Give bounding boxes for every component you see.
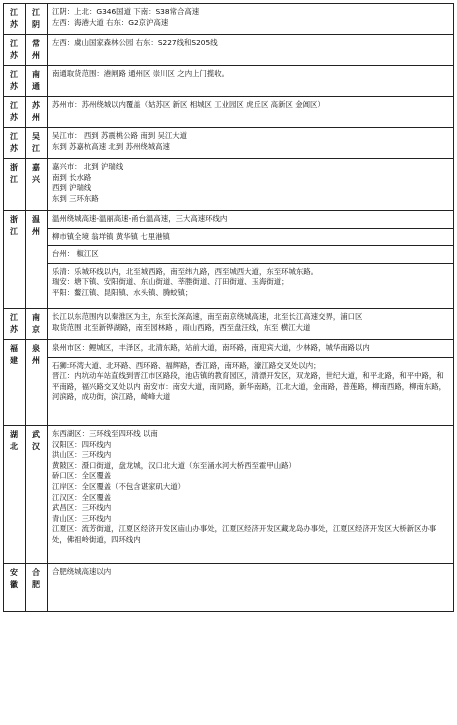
coverage-subsection <box>48 340 453 357</box>
coverage-cell <box>48 211 454 309</box>
province-cell: 江苏 <box>4 97 26 128</box>
city-cell: 南通 <box>26 66 48 97</box>
coverage-line: 东到 三环东路 <box>52 193 99 203</box>
coverage-subsection <box>48 228 453 246</box>
coverage-line: 江阴：上北：G346国道 下南：S38常合高速 <box>52 7 200 16</box>
coverage-line: 黄陂区：滠口街道，盘龙城，汉口北大道（东至涌水河大桥西至霍甲山路） <box>52 460 296 470</box>
table-row <box>4 426 454 564</box>
coverage-subsection <box>48 263 453 302</box>
coverage-line: 晋江：内坑动车站直线到晋江市区路段，池店镇的教育园区，清漂开发区，双龙路，世纪大道，和平北路，和平中路，和平南路，福兴路交叉处以内 南安市：南安大道，南同路，新华南路，江北大道，金南路，普莲路，柳南西路，柳南东路，河滨路，成功街，滨江路，崎峰大道 <box>52 371 447 402</box>
coverage-line: 平阳：鳌江镇、昆阳镇、水头镇、腾蛟镇； <box>52 287 193 297</box>
coverage-line: 石狮:环湾大道、北环路、西环路、福辉路，香江路，南环路，濠江路交叉处以内； <box>52 360 321 370</box>
coverage-line: 吴江市： 西到 苏震桃公路 南到 吴江大道 <box>52 131 188 140</box>
table-row <box>4 340 454 426</box>
city-cell: 嘉兴 <box>26 159 48 211</box>
coverage-cell <box>48 128 454 159</box>
table-row <box>4 211 454 309</box>
coverage-line: 青山区：三环线内 <box>52 513 112 523</box>
province-cell: 湖北 <box>4 426 26 564</box>
table-row <box>4 564 454 612</box>
coverage-cell <box>48 97 454 128</box>
coverage-line: 取货范围 北至新铧湖路，南至园林路 ，雨山西路，西至盘汪线，东至 横江大道 <box>52 322 311 332</box>
province-cell: 江苏 <box>4 35 26 66</box>
province-cell: 浙江 <box>4 211 26 309</box>
table-row <box>4 97 454 128</box>
coverage-cell <box>48 66 454 97</box>
coverage-cell <box>48 309 454 340</box>
table-row <box>4 66 454 97</box>
province-cell: 安徽 <box>4 564 26 612</box>
coverage-cell <box>48 159 454 211</box>
coverage-line: 长江以东范围内以秦淮区为主，东至长深高速，南至南京绕城高速，北至长江高速交界，浦口区 <box>52 312 363 321</box>
coverage-line: 汉阳区：四环线内 <box>52 439 112 449</box>
province-cell: 江苏 <box>4 128 26 159</box>
coverage-table <box>3 3 454 612</box>
table-row <box>4 128 454 159</box>
table-row <box>4 35 454 66</box>
province-cell: 江苏 <box>4 66 26 97</box>
coverage-table-body <box>4 4 454 612</box>
coverage-cell <box>48 35 454 66</box>
coverage-line: 瑞安：塘下镇、安阳街道、东山街道、莘塍街道、汀田街道、玉海街道； <box>52 277 289 287</box>
coverage-line: 江岸区：全区覆盖（不包含谌家矶大道） <box>52 481 186 491</box>
coverage-subsection <box>48 211 453 228</box>
coverage-line: 洪山区：三环线内 <box>52 450 112 460</box>
coverage-line: 南通取货范围：港闸路 通州区 崇川区 之内上门揽收。 <box>52 69 230 78</box>
coverage-subsection <box>48 357 453 406</box>
coverage-line: 武昌区：三环线内 <box>52 503 112 513</box>
coverage-line: 南到 长水路 <box>52 172 92 182</box>
coverage-cell <box>48 4 454 35</box>
city-cell: 武汉 <box>26 426 48 564</box>
coverage-line: 西到 沪瑞线 <box>52 183 92 193</box>
city-cell: 南京 <box>26 309 48 340</box>
province-cell: 江苏 <box>4 4 26 35</box>
table-row <box>4 4 454 35</box>
coverage-line: 江夏区：流芳街道，江夏区经济开发区庙山办事处，江夏区经济开发区藏龙岛办事处，江夏区经济开发区大桥新区办事处，佛祖岭街道，四环线内 <box>52 524 437 544</box>
coverage-line: 左西：海港大道 右东：G2京沪高速 <box>52 17 169 27</box>
coverage-line: 乐清：乐城环线以内，北至城西路，南至纬九路，西至城西大道，东至环城东路。 <box>52 266 319 276</box>
city-cell: 苏州 <box>26 97 48 128</box>
coverage-line: 苏州市：苏州绕城以内覆盖（姑苏区 新区 相城区 工业园区 虎丘区 高新区 金阊区） <box>52 100 325 109</box>
coverage-line: 温州绕城高速-温丽高速-甬台温高速，三大高速环线内 <box>52 214 228 223</box>
table-row <box>4 159 454 211</box>
coverage-cell <box>48 340 454 426</box>
table-row <box>4 309 454 340</box>
province-cell: 江苏 <box>4 309 26 340</box>
coverage-line: 嘉兴市： 北到 沪瑞线 <box>52 162 124 171</box>
coverage-line: 柳市镇全境 翁垟镇 黄华镇 七里港镇 <box>52 231 170 241</box>
city-cell: 温州 <box>26 211 48 309</box>
coverage-line: 台州： 椒江区 <box>52 249 99 259</box>
coverage-line: 东到 苏嘉杭高速 北到 苏州绕城高速 <box>52 141 170 151</box>
city-cell: 江阴 <box>26 4 48 35</box>
city-cell: 吴江 <box>26 128 48 159</box>
province-cell: 浙江 <box>4 159 26 211</box>
coverage-cell <box>48 564 454 612</box>
coverage-line: 江汉区：全区覆盖 <box>52 492 112 502</box>
coverage-line: 合肥绕城高速以内 <box>52 567 112 576</box>
coverage-subsection <box>48 245 453 263</box>
city-cell: 泉州 <box>26 340 48 426</box>
city-cell: 合肥 <box>26 564 48 612</box>
coverage-line: 硚口区：全区覆盖 <box>52 471 112 481</box>
city-cell: 常州 <box>26 35 48 66</box>
coverage-cell <box>48 426 454 564</box>
coverage-line: 左西：虞山国家森林公园 右东：S227线和S205线 <box>52 38 218 47</box>
coverage-line: 泉州市区：鲤城区，丰泽区，北清东路，站前大道，南环路，南迎宾大道，少林路，城华南路以内 <box>52 343 370 352</box>
province-cell: 福建 <box>4 340 26 426</box>
coverage-line: 东西湖区：三环线至四环线 以南 <box>52 429 158 438</box>
